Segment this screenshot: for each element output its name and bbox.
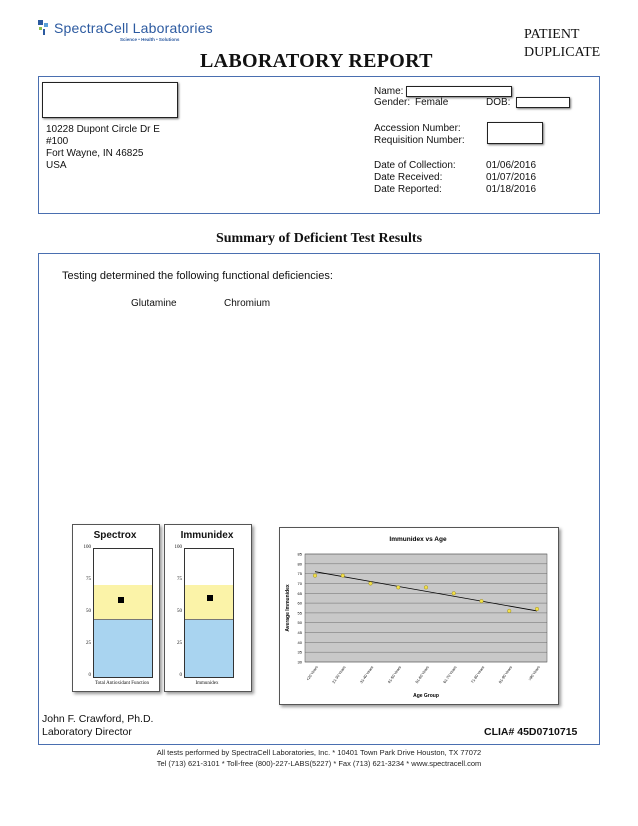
x-tick-label: 81-90 Years bbox=[498, 665, 514, 685]
laboratory-director bbox=[42, 713, 153, 739]
redacted-name bbox=[406, 86, 512, 97]
spectrox-caption: Total Antioxidant Function bbox=[94, 681, 150, 686]
y-tick-label: 35 bbox=[297, 649, 302, 655]
patient-address: 10228 Dupont Circle Dr E #100 Fort Wayne, IN 46825 USA bbox=[46, 124, 160, 171]
y-axis-label: Average Immunidex bbox=[285, 584, 291, 632]
collection-value: 01/06/2016 bbox=[486, 160, 537, 171]
deficiency-item: Chromium bbox=[224, 298, 271, 309]
data-point bbox=[507, 609, 511, 613]
data-point bbox=[480, 599, 484, 603]
spectrox-marker bbox=[118, 597, 124, 603]
y-tick-label: 30 bbox=[297, 659, 302, 665]
footer-line-2: Tel (713) 621-3101 * Toll-free (800)-227-LABS(5227) * Fax (713) 621-3234 * www.spectracell.com bbox=[156, 759, 482, 768]
y-tick-label: 55 bbox=[297, 610, 302, 616]
x-tick-label: 21-30 Years bbox=[331, 665, 347, 685]
data-point bbox=[424, 586, 428, 590]
redacted-dob bbox=[516, 97, 570, 108]
data-point bbox=[452, 591, 456, 595]
data-point bbox=[341, 574, 345, 578]
requisition-label: Requisition Number: bbox=[374, 135, 465, 146]
spectrox-blue-zone bbox=[94, 619, 152, 677]
x-tick-label: 31-40 Years bbox=[359, 665, 375, 685]
y-tick-label: 75 bbox=[297, 571, 302, 577]
immunidex-axis: 100 75 50 25 0 bbox=[174, 545, 182, 678]
data-point bbox=[369, 582, 373, 586]
y-tick-label: 65 bbox=[297, 590, 302, 596]
y-tick-label: 45 bbox=[297, 630, 302, 636]
immunidex-yellow-zone bbox=[185, 585, 233, 621]
reported-value: 01/18/2016 bbox=[486, 184, 537, 195]
data-point bbox=[396, 586, 400, 590]
summary-title: Summary of Deficient Test Results bbox=[215, 231, 423, 246]
copy-label: PATIENT DUPLICATE bbox=[524, 27, 601, 60]
data-point bbox=[313, 574, 317, 578]
immunidex-title: Immunidex bbox=[180, 530, 234, 541]
x-tick-label: >90 Years bbox=[527, 665, 541, 682]
logo-text: SpectraCell Laboratories bbox=[54, 20, 213, 36]
y-tick-label: 50 bbox=[297, 620, 302, 626]
dob-label: DOB: bbox=[486, 97, 511, 108]
gender-value: Female bbox=[415, 97, 449, 108]
received-label: Date Received: bbox=[374, 172, 443, 183]
x-tick-label: 41-50 Years bbox=[387, 665, 403, 685]
director-title: Laboratory Director bbox=[42, 726, 132, 738]
y-tick-label: 80 bbox=[297, 561, 302, 567]
y-tick-label: 85 bbox=[297, 551, 302, 557]
immunidex-blue-zone bbox=[185, 619, 233, 677]
name-label: Name: bbox=[374, 86, 404, 97]
y-tick-label: 60 bbox=[297, 600, 302, 606]
immunidex-gauge bbox=[184, 548, 234, 678]
data-point bbox=[535, 607, 539, 611]
immunidex-caption: Immunidex bbox=[195, 681, 219, 686]
spectrox-title: Spectrox bbox=[93, 530, 137, 541]
y-tick-label: 70 bbox=[297, 580, 302, 586]
redacted-accession bbox=[487, 122, 543, 144]
report-title: LABORATORY REPORT bbox=[200, 50, 433, 72]
x-tick-label: 51-60 Years bbox=[414, 665, 430, 685]
plot-area bbox=[305, 554, 547, 662]
x-axis-label: Age Group bbox=[413, 693, 439, 699]
spectrox-axis: 100 75 50 25 0 bbox=[83, 545, 91, 678]
clia-number: CLIA# 45D0710715 bbox=[484, 726, 578, 738]
spectracell-logo-icon bbox=[38, 20, 52, 36]
footer-line-1: All tests performed by SpectraCell Laboratories, Inc. * 10401 Town Park Drive Houston, TX 77072 bbox=[156, 748, 482, 757]
accession-label: Accession Number: bbox=[374, 123, 461, 134]
redacted-patient-name-block bbox=[42, 82, 178, 118]
reported-label: Date Reported: bbox=[374, 184, 442, 195]
chart-title: Immunidex vs Age bbox=[389, 536, 447, 543]
immunidex-marker bbox=[207, 595, 213, 601]
received-value: 01/07/2016 bbox=[486, 172, 537, 183]
immunidex-vs-age-chart bbox=[279, 527, 557, 703]
logo-tagline: Science • Health • Solutions bbox=[120, 37, 180, 42]
deficiency-item: Glutamine bbox=[131, 298, 177, 309]
collection-label: Date of Collection: bbox=[374, 160, 456, 171]
x-tick-label: 61-70 Years bbox=[442, 665, 458, 685]
spectrox-gauge bbox=[93, 548, 153, 678]
director-name: John F. Crawford, Ph.D. bbox=[42, 713, 154, 725]
deficiency-intro: Testing determined the following functional deficiencies: bbox=[62, 270, 333, 282]
gender-label: Gender: bbox=[374, 97, 411, 108]
x-tick-label: 71-80 Years bbox=[470, 665, 486, 685]
x-tick-label: <20 Years bbox=[305, 665, 319, 682]
y-tick-label: 40 bbox=[297, 639, 302, 645]
